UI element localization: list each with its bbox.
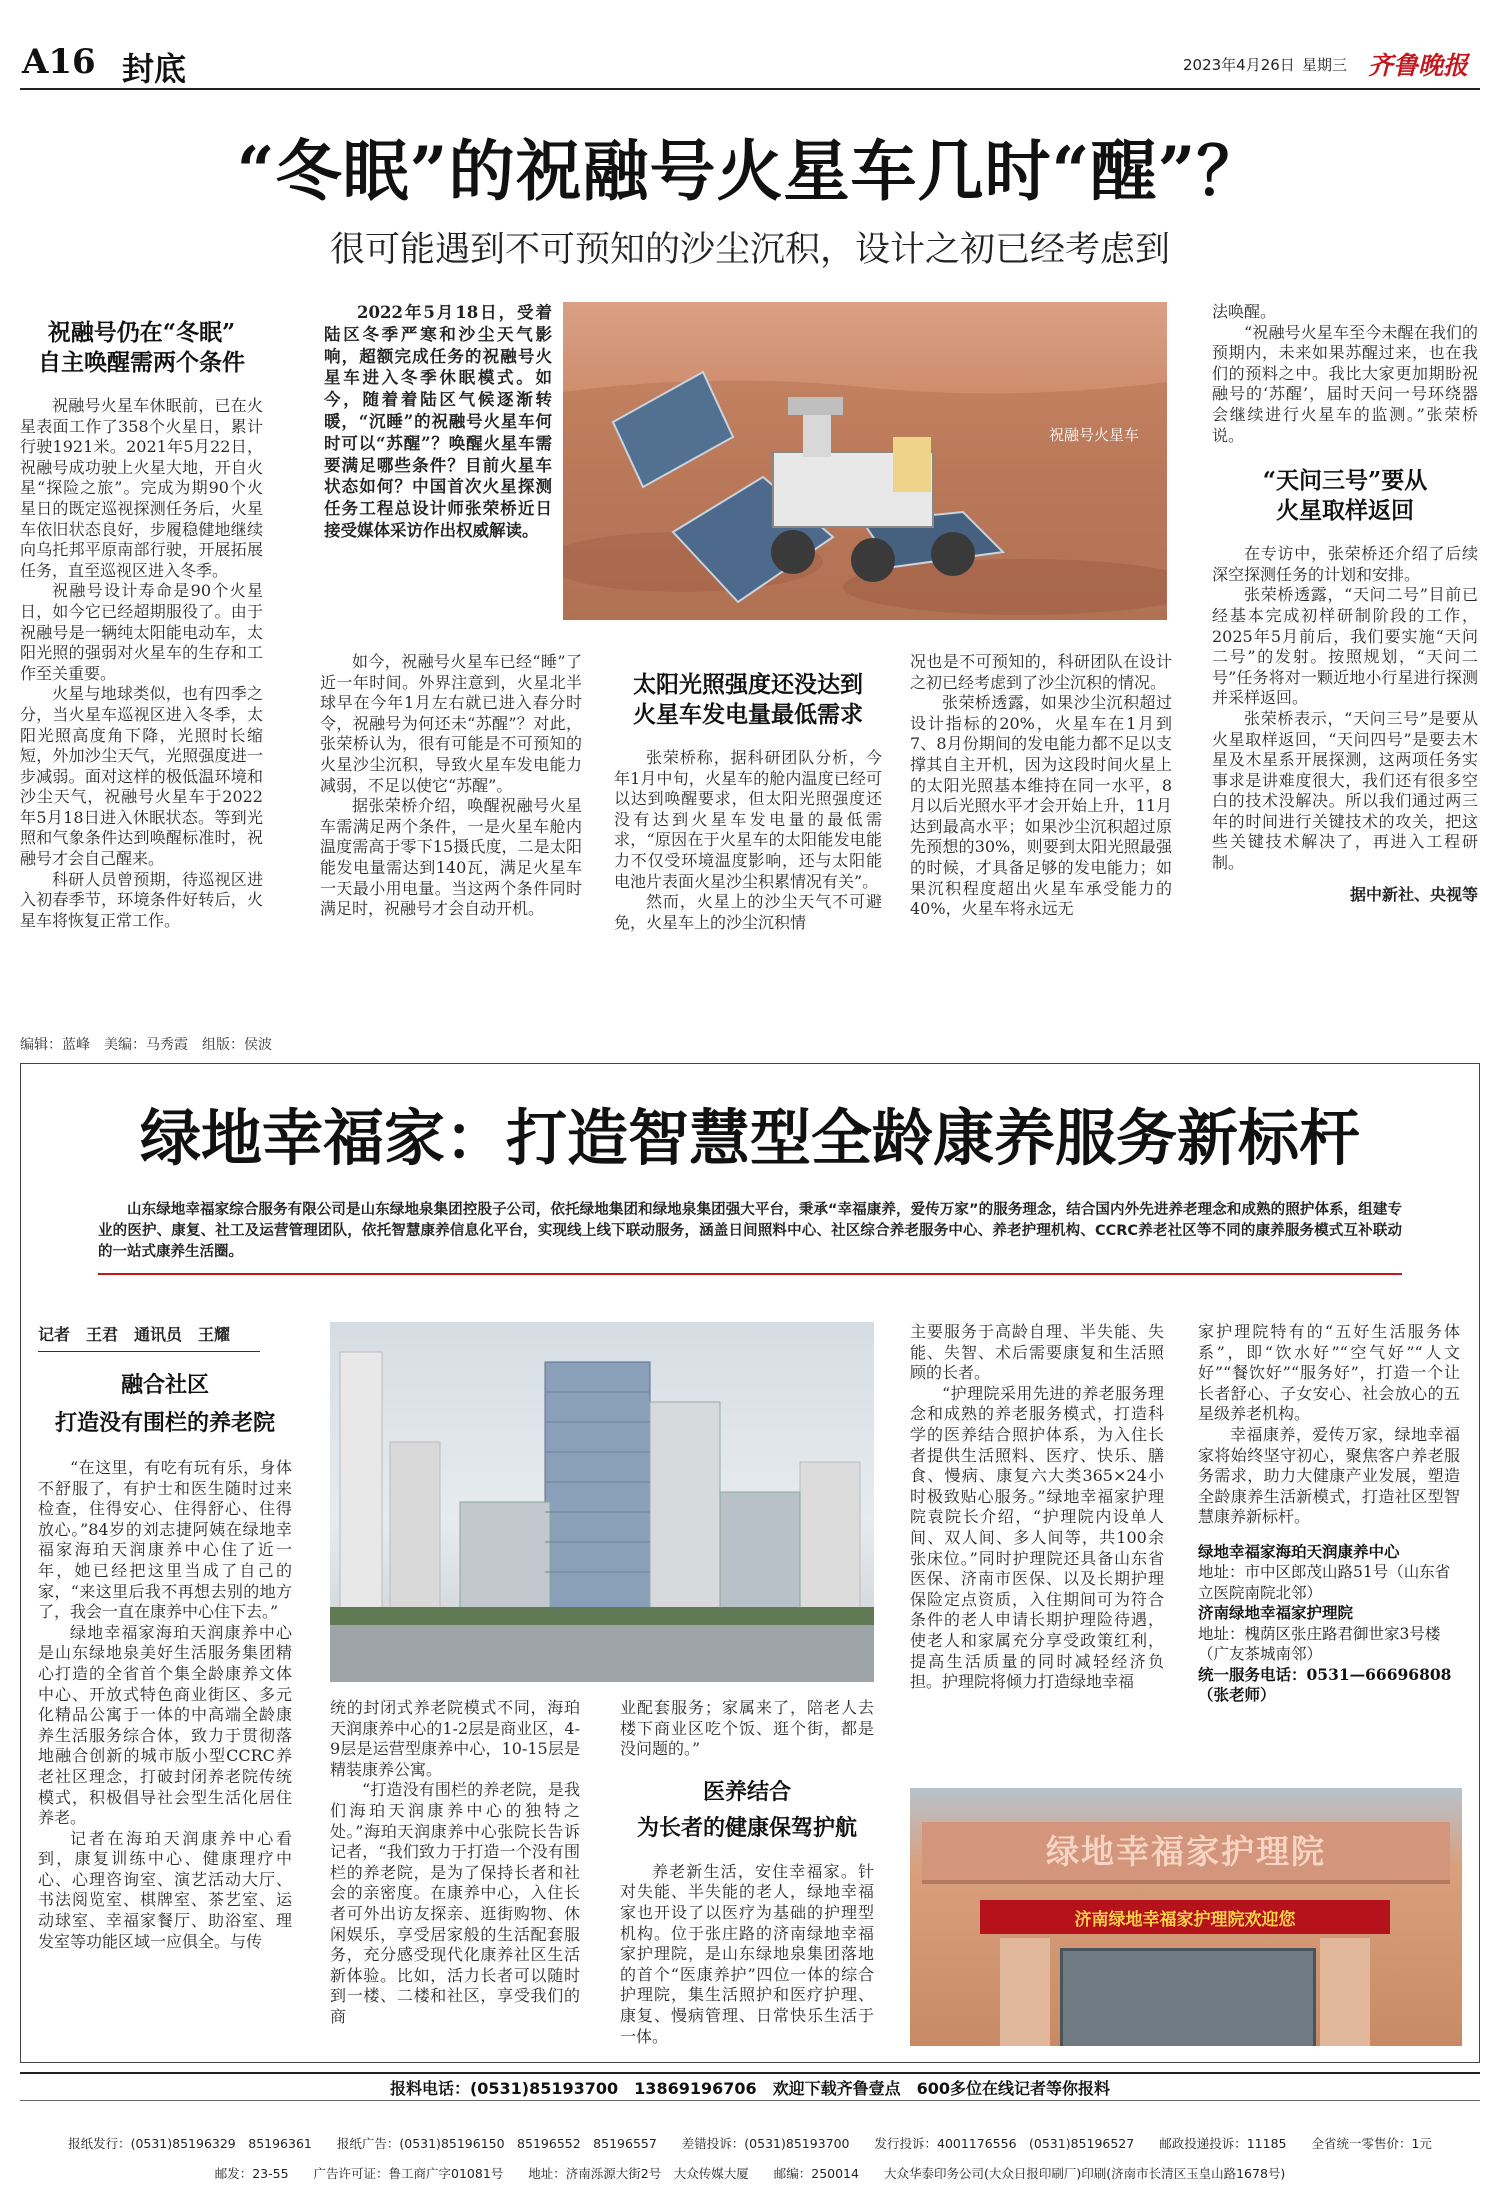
paragraph: 火星与地球类似，也有四季之分，当火星车巡视区进入冬季，太阳光照高度角下降，光照时长缩短，外加沙尘天气，光照强度进一步减弱。面对这样的极低温环境和沙尘天气，祝融号火星车于2022年5月18日进入休眠状态。等到光照和气象条件达到唤醒标准时，祝融号才会自己醒来。: [20, 684, 263, 869]
mars-rover-photo: [563, 302, 1167, 620]
issue-weekday: 星期三: [1302, 56, 1348, 74]
article2-col5: [1198, 1322, 1460, 1706]
paragraph: 如今，祝融号火星车已经“睡”了近一年时间。外界注意到，火星北半球早在今年1月左右就已进入春分时令，祝融号为何还未“苏醒”？对此，张荣桥认为，很有可能是不可预知的火星沙尘沉积，导致火星车发电能力减弱，不足以使它“苏醒”。: [320, 652, 582, 795]
paragraph: 张荣桥透露，“天问二号”目前已经基本完成初样研制阶段的工作，2025年5月前后，我们要实施“天问二号”的发射。按照规划，“天问二号”任务将对一颗近地小行星进行探测并采样返回。: [1212, 585, 1478, 708]
article1-col3: [614, 670, 882, 933]
paragraph: 科研人员曾预期，待巡视区进入初春季节，环境条件好转后，火星车将恢复正常工作。: [20, 869, 263, 930]
article1-intro: 2022年5月18日，受着陆区冬季严寒和沙尘天气影响，超额完成任务的祝融号火星车进入冬季休眠模式。如今，随着着陆区气候逐渐转暖，“沉睡”的祝融号火星车何时可以“苏醒”？唤醒火星车需要满足哪些条件？目前火星车状态如何？中国首次火星探测任务工程总设计师张荣桥近日接受媒体采访作出权威解读。: [324, 303, 552, 540]
contact-org1: 绿地幸福家海珀天润康养中心: [1198, 1541, 1400, 1561]
article2-col3: [620, 1698, 874, 2047]
newspaper-logo: 齐鲁晚报: [1368, 51, 1469, 80]
article2-intro: 山东绿地幸福家综合服务有限公司是山东绿地泉集团控股子公司，依托绿地集团和绿地泉集团强大平台，秉承“幸福康养，爱传万家”的服务理念，结合国内外先进养老理念和成熟的照护体系，组建专业的医护、康复、社工及运营管理团队，依托智慧康养信息化平台，实现线上线下联动服务，涵盖日间照料中心、社区综合养老服务中心、养老护理机构、CCRC养老社区等不同的康养服务模式互补联动的一站式康养生活圈。: [98, 1202, 1402, 1260]
paragraph: 在专访中，张荣桥还介绍了后续深空探测任务的计划和安排。: [1212, 544, 1478, 584]
paragraph: “打造没有围栏的养老院，是我们海珀天润康养中心的独特之处。”海珀天润康养中心张院长告诉记者，“我们致力于打造一个没有围栏的养老院，是为了保持长者和社会的亲密度。在康养中心，入住长者可外出访友探亲、逛街购物、休闲娱乐，享受居家般的生活配套服务，充分感受现代化康养社区生活新体验。比如，活力长者可以随时到一楼、二楼和社区，享受我们的商: [330, 1780, 580, 2026]
paragraph: 养老新生活，安住幸福家。针对失能、半失能的老人，绿地幸福家也开设了以医疗为基础的护理型机构。位于张庄路的济南绿地幸福家护理院，是山东绿地泉集团落地的首个“医康养护”四位一体的综合护理院，集生活照护和医疗护理、康复、慢病管理、日常快乐生活于一体。: [620, 1861, 874, 2046]
paragraph: 祝融号设计寿命是90个火星日，如今它已经超期服役了。由于祝融号是一辆纯太阳能电动车，太阳光照的强弱对火星车的生存和工作至关重要。: [20, 581, 263, 683]
welcome-banner-text: 济南绿地幸福家护理院欢迎您: [1074, 1910, 1296, 1930]
section-name: 封底: [122, 50, 187, 88]
paragraph: 法唤醒。: [1212, 302, 1277, 321]
col1-heading: 融合社区 打造没有围栏的养老院: [54, 1372, 275, 1436]
issue-date: 2023年4月26日: [1183, 56, 1295, 74]
rover-illustration: [563, 302, 1167, 620]
article1-source: 据中新社、央视等: [1349, 884, 1478, 904]
footer-rule: [20, 2072, 1480, 2074]
sign-text: 绿地幸福家护理院: [1046, 1832, 1326, 1871]
contact-hotline: 统一服务电话：0531—66696808（张老师）: [1198, 1664, 1452, 1705]
entrance-doors: [1060, 1948, 1316, 2046]
contact-org2: 济南绿地幸福家护理院: [1198, 1603, 1354, 1623]
paragraph: 张荣桥表示，“天问三号”是要从火星取样返回，“天问四号”是要去木星及木星系开展探测，这两项任务实事求是讲难度很大，我们还有很多空白的技术没解决。所以我们通过两三年的时间进行关键技术的攻关，把这些关键技术解决了，再进入工程研制。: [1212, 708, 1478, 873]
footer-contacts: 报纸发行：(0531)85196329 85196361 报纸广告：(0531)85196150 85196552 85196557 差错投诉：(0531)85193700 发行投诉：4001176556 (0531)85196527 邮政投递投诉：11185 全省统一零售价：1元: [68, 2136, 1432, 2151]
contact-addr1: 地址：市中区郎茂山路51号（山东省立医院南院北邻）: [1198, 1563, 1451, 1602]
article1-col4: [910, 652, 1172, 920]
paragraph: 然而，火星上的沙尘天气不可避免，火星车上的沙尘沉积情: [614, 892, 882, 932]
article2-col2: [330, 1698, 580, 2028]
article1-title: “冬眠”的祝融号火星车几时“醒”？: [236, 132, 1264, 210]
nursing-home-photo: [910, 1788, 1462, 2046]
footer-publisher: 邮发：23-55 广告许可证：鲁工商广字01081号 地址：济南泺源大街2号 大众传媒大厦 邮编：250014 大众华泰印务公司(大众日报印刷厂)印刷(济南市长清区玉皇山路1678号): [214, 2166, 1286, 2181]
intro-divider: [98, 1273, 1402, 1275]
paragraph: “祝融号火星车至今未醒在我们的预期内，未来如果苏醒过来，也在我们的预料之中。我比大家更加期盼祝融号的‘苏醒’，届时天问一号环绕器会继续进行火星车的监测。”张荣桥说。: [1212, 322, 1478, 445]
photo-caption: 祝融号火星车: [1048, 426, 1139, 444]
article1-col2: [320, 652, 582, 920]
contact-addr2: 地址：槐荫区张庄路君御世家3号楼（广友茶城南邻）: [1198, 1624, 1441, 1664]
byline: 记者 王君 通讯员 王耀: [38, 1322, 260, 1352]
paragraph: “护理院采用先进的养老服务理念和成熟的养老服务模式，打造科学的医养结合照护体系，为入住长者提供生活照料、医疗、快乐、膳食、慢病、康复六大类365×24小时极致贴心服务。”绿地幸福家护理院袁院长介绍，“护理院内设单人间、双人间、多人间等，共100余张床位。”同时护理院还具备山东省医保、济南市医保、以及长期护理保险定点资质，入住期间可为符合条件的老人申请长期护理险待遇，使老人和家属充分享受政策红利，提高生活质量的同时减轻经济负担。护理院将倾力打造绿地幸福: [910, 1383, 1164, 1692]
article2-col1: [38, 1322, 292, 1952]
article1-col5: [1212, 302, 1478, 905]
footer-hotline: 报料电话：(0531)85193700 13869196706 欢迎下载齐鲁壹点 600多位在线记者等你报料: [389, 2079, 1111, 2098]
paragraph: 绿地幸福家海珀天润康养中心是山东绿地泉美好生活服务集团精心打造的全省首个集全龄康养文体中心、开放式特色商业街区、多元化精品公寓于一体的中高端全龄康养生活服务综合体，致力于贯彻落地融合创新的城市版小型CCRC养老社区理念，打破封闭养老院传统模式，积极倡导社会型生活化居住养老。: [38, 1622, 292, 1828]
paragraph: 况也是不可预知的，科研团队在设计之初已经考虑到了沙尘沉积的情况。: [910, 652, 1172, 692]
header-rule: [20, 88, 1480, 90]
col3-heading: 太阳光照强度还没达到 火星车发电量最低需求: [633, 671, 863, 728]
editor-credits: 编辑：蓝峰 美编：马秀霞 组版：侯波: [20, 1037, 272, 1053]
footer-rule-2: [20, 2100, 1480, 2101]
building-illustration: [330, 1322, 874, 1682]
paragraph: 记者在海珀天润康养中心看到，康复训练中心、健康理疗中心、心理咨询室、演艺活动大厅、书法阅览室、棋牌室、茶艺室、运动球室、幸福家餐厅、助浴室、理发室等功能区域一应俱全。与传: [38, 1828, 292, 1951]
contact-block: [1198, 1542, 1460, 1706]
entrance-pillar-left: [1000, 1938, 1050, 2046]
paragraph: 业配套服务；家属来了，陪老人去楼下商业区吃个饭、逛个街，都是没问题的。”: [620, 1698, 874, 1759]
article1-subtitle: 很可能遇到不可预知的沙尘沉积，设计之初已经考虑到: [329, 230, 1170, 270]
paragraph: 幸福康养，爱传万家，绿地幸福家将始终坚守初心，聚焦客户养老服务需求，助力大健康产业发展，塑造全龄康养生活新模式，打造社区型智慧康养新标杆。: [1198, 1424, 1460, 1527]
article2-col4: [910, 1322, 1164, 1693]
page-header: [0, 0, 1500, 95]
paragraph: 祝融号火星车休眠前，已在火星表面工作了358个火星日，累计行驶1921米。2021年5月22日，祝融号成功驶上火星大地，开自火星“探险之旅”。完成为期90个火星日的既定巡视探测任务后，火星车依旧状态良好，步履稳健地继续向乌托邦平原南部行驶，开展拓展任务，直至巡视区进入冬季。: [20, 396, 263, 580]
col1-heading: 祝融号仍在“冬眠” 自主唤醒需两个条件: [38, 319, 245, 376]
article1-col1: [20, 318, 263, 931]
building-photo: [330, 1322, 874, 1682]
paragraph: 据张荣桥介绍，唤醒祝融号火星车需满足两个条件，一是火星车舱内温度需高于零下15摄氏度，二是太阳能发电量需达到140瓦，满足火星车一天最小用电量。当这两个条件同时满足时，祝融号才会自动开机。: [320, 796, 582, 919]
col3-heading: 医养结合 为长者的健康保驾护航: [636, 1778, 857, 1841]
entrance-pillar-right: [1320, 1938, 1370, 2046]
paragraph: 家护理院特有的“五好生活服务体系”，即“饮水好”“空气好”“人文好”“餐饮好”“服务好”，打造一个让长者舒心、子女安心、社会放心的五星级养老机构。: [1198, 1322, 1460, 1424]
page-number: A16: [22, 42, 96, 82]
paragraph: 张荣桥透露，如果沙尘沉积超过设计指标的20%，火星车在1月到7、8月份期间的发电能力都不足以支撑其自主开机，因为这段时间火星上的太阳光照基本维持在同一水平，8月以后光照水平才会开始上升，11月达到最高水平；如果沙尘沉积超过原先预想的30%，则要到太阳光照最强的时候，才具备足够的发电能力；如果沉积程度超出火星车承受能力的40%，火星车将永远无: [910, 693, 1172, 919]
paragraph: 主要服务于高龄自理、半失能、失能、失智、术后需要康复和生活照顾的长者。: [910, 1322, 1164, 1383]
article2-title: 绿地幸福家：打造智慧型全龄康养服务新标杆: [139, 1103, 1360, 1174]
col5-heading: “天问三号”要从 火星取样返回: [1262, 467, 1428, 525]
paragraph: 张荣桥称，据科研团队分析，今年1月中旬，火星车的舱内温度已经可以达到唤醒要求，但太阳光照强度还没有达到火星车发电量的最低需求，“原因在于火星车的太阳能发电能力不仅受环境温度影响，还与太阳能电池片表面火星沙尘积累情况有关”。: [614, 748, 882, 891]
paragraph: 统的封闭式养老院模式不同，海珀天润康养中心的1-2层是商业区，4-9层是运营型康养中心，10-15层是精装康养公寓。: [330, 1698, 580, 1779]
paragraph: “在这里，有吃有玩有乐，身体不舒服了，有护士和医生随时过来检查，住得安心、住得舒心、住得放心。”84岁的刘志捷阿姨在绿地幸福家海珀天润康养中心住了近一年，她已经把这里当成了自己的家，“来这里后我不再想去别的地方了，我会一直在康养中心住下去。”: [38, 1458, 292, 1622]
